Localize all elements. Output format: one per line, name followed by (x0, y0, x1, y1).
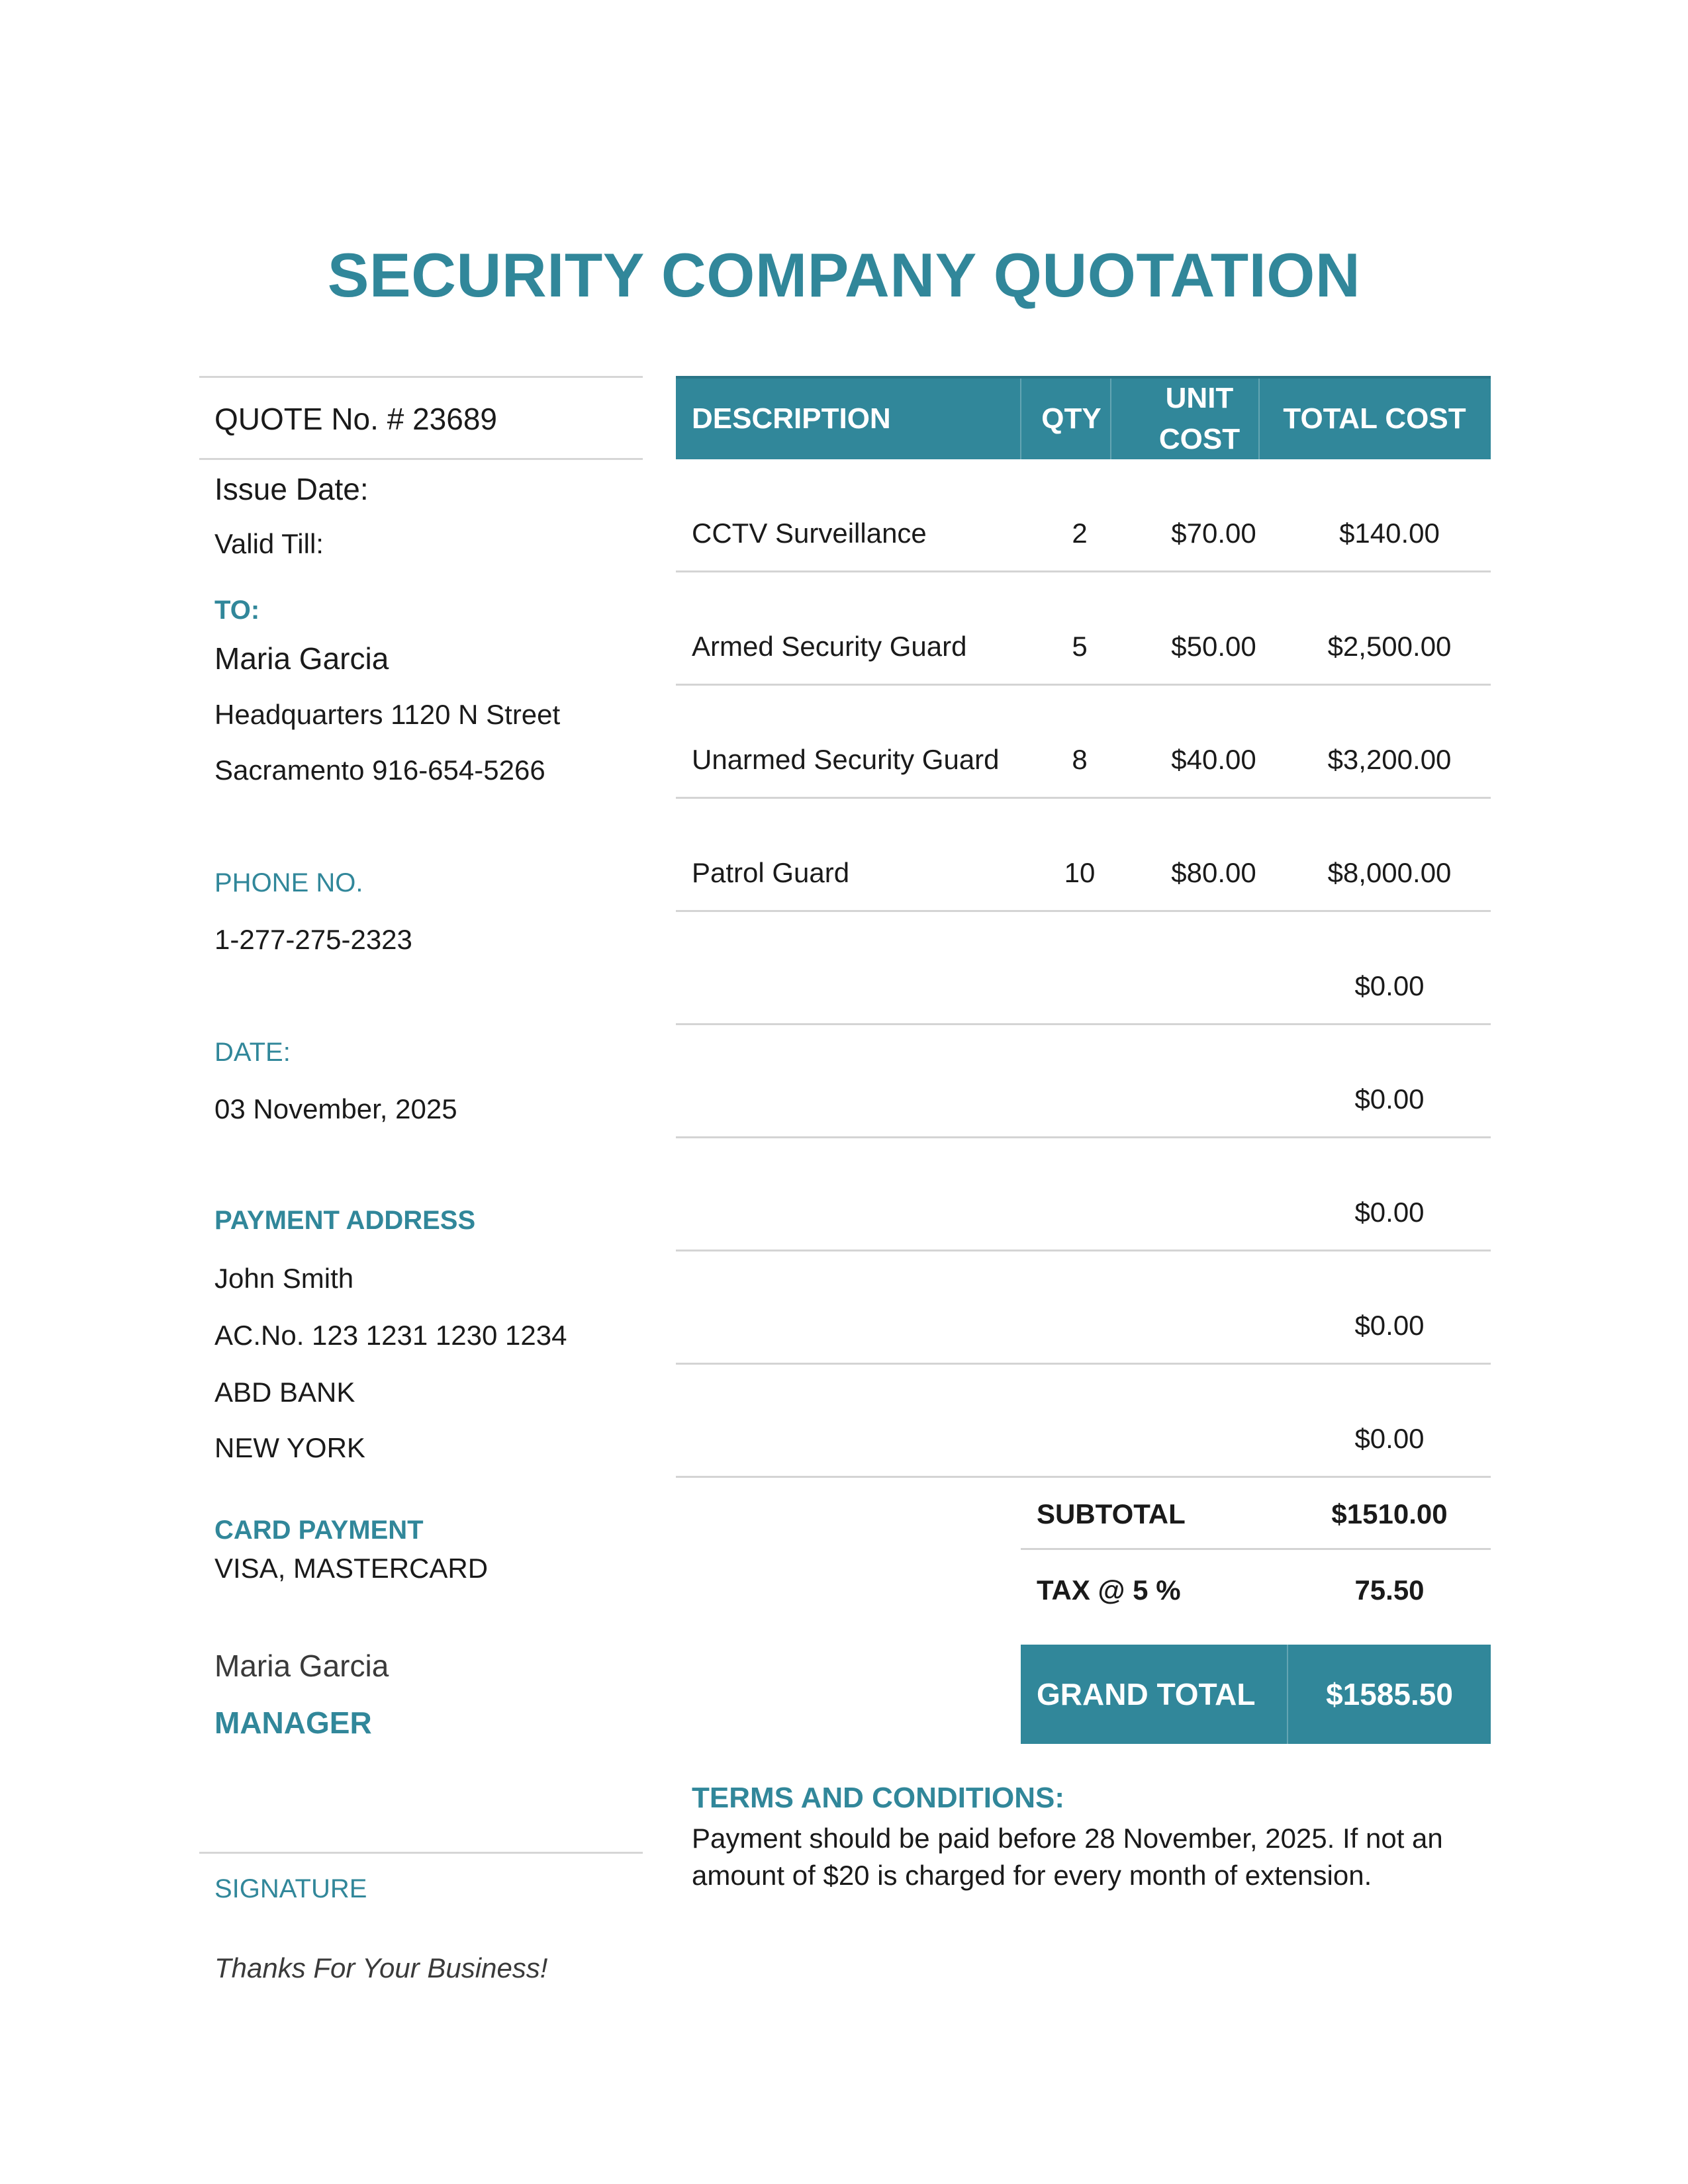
row-total-cost: $8,000.00 (1327, 857, 1452, 888)
row-unit-cost (1139, 1173, 1288, 1252)
row-qty (1020, 1399, 1139, 1479)
row-qty: 2 (1072, 518, 1088, 549)
row-qty: 5 (1072, 631, 1088, 662)
table-row (676, 1138, 1491, 1251)
row-description (692, 1399, 1023, 1479)
tax-row (1021, 1550, 1491, 1631)
table-header (676, 376, 1491, 459)
row-qty (1020, 1060, 1139, 1139)
row-qty (1020, 1173, 1139, 1252)
header-qty: QTY (1041, 402, 1102, 435)
terms-title: TERMS AND CONDITIONS: (692, 1782, 1065, 1814)
date-label: DATE: (214, 1038, 291, 1067)
valid-till-label: Valid Till: (214, 528, 324, 559)
row-description: CCTV Surveillance (692, 518, 927, 549)
divider (199, 458, 643, 460)
recipient-name: Maria Garcia (214, 641, 389, 676)
row-unit-cost (1139, 1060, 1288, 1139)
quote-number: QUOTE No. # 23689 (214, 402, 497, 436)
payment-address-line: AC.No. 123 1231 1230 1234 (214, 1320, 567, 1351)
row-unit-cost: $40.00 (1171, 744, 1256, 775)
table-row (676, 1025, 1491, 1138)
grand-total-label: GRAND TOTAL (1037, 1677, 1256, 1711)
header-total-cost: TOTAL COST (1283, 402, 1466, 435)
row-total-cost: $0.00 (1354, 1423, 1425, 1454)
signature-label: SIGNATURE (214, 1874, 367, 1903)
payment-address-line: NEW YORK (214, 1432, 365, 1463)
signer-role: MANAGER (214, 1706, 372, 1740)
row-description: Armed Security Guard (692, 631, 967, 662)
row-total-cost: $0.00 (1354, 1083, 1425, 1115)
row-total-cost: $0.00 (1354, 970, 1425, 1001)
subtotal-label: SUBTOTAL (1037, 1498, 1186, 1529)
row-description (692, 1173, 1023, 1252)
table-row (676, 459, 1491, 572)
row-total-cost: $3,200.00 (1327, 744, 1452, 775)
row-qty: 8 (1072, 744, 1088, 775)
divider (199, 376, 643, 378)
issue-date-label: Issue Date: (214, 472, 369, 506)
header-unit-cost-line2: COST (1158, 423, 1241, 455)
page-title: SECURITY COMPANY QUOTATION (327, 240, 1361, 310)
table-row (676, 686, 1491, 799)
payment-address-label: PAYMENT ADDRESS (214, 1206, 476, 1235)
table-row (676, 799, 1491, 912)
row-total-cost: $2,500.00 (1327, 631, 1452, 662)
terms-text: Payment should be paid before 28 November, 2025. If not an amount of $20 is charged for every month of extension. (692, 1823, 1443, 1891)
table-row (676, 912, 1491, 1025)
row-qty: 10 (1064, 857, 1096, 888)
to-label: TO: (214, 596, 260, 625)
row-unit-cost: $80.00 (1171, 857, 1256, 888)
row-description (692, 1286, 1023, 1365)
signature-line (199, 1852, 643, 1854)
row-total-cost: $0.00 (1354, 1197, 1425, 1228)
card-payment-label: CARD PAYMENT (214, 1516, 424, 1545)
thanks-note: Thanks For Your Business! (214, 1952, 548, 1983)
subtotal-row (1021, 1480, 1491, 1550)
row-total-cost: $140.00 (1339, 518, 1440, 549)
row-unit-cost: $70.00 (1171, 518, 1256, 549)
payment-address-line: ABD BANK (214, 1377, 355, 1408)
row-unit-cost: $50.00 (1171, 631, 1256, 662)
row-total-cost: $0.00 (1354, 1310, 1425, 1341)
row-qty (1020, 946, 1139, 1026)
table-row (676, 1365, 1491, 1478)
phone-value: 1-277-275-2323 (214, 924, 412, 955)
card-payment-value: VISA, MASTERCARD (214, 1553, 489, 1584)
tax-label: TAX @ 5 % (1037, 1574, 1181, 1606)
grand-total-value: $1585.50 (1326, 1677, 1453, 1711)
row-qty (1020, 1286, 1139, 1365)
row-unit-cost (1139, 946, 1288, 1026)
payment-address-line: John Smith (214, 1263, 354, 1294)
recipient-address-line2: Sacramento 916-654-5266 (214, 754, 545, 786)
row-unit-cost (1139, 1399, 1288, 1479)
signer-name: Maria Garcia (214, 1649, 389, 1683)
row-description: Patrol Guard (692, 857, 850, 888)
row-unit-cost (1139, 1286, 1288, 1365)
row-description (692, 946, 1023, 1026)
recipient-address-line1: Headquarters 1120 N Street (214, 699, 561, 730)
row-description (692, 1060, 1023, 1139)
date-value: 03 November, 2025 (214, 1093, 457, 1124)
grand-total-row (1021, 1645, 1491, 1744)
table-row (676, 572, 1491, 686)
header-unit-cost-line1: UNIT (1165, 382, 1234, 414)
table-row (676, 1251, 1491, 1365)
header-description: DESCRIPTION (692, 402, 891, 435)
phone-label: PHONE NO. (214, 868, 363, 897)
row-description: Unarmed Security Guard (692, 744, 1000, 775)
subtotal-value: $1510.00 (1331, 1498, 1448, 1529)
tax-value: 75.50 (1354, 1574, 1425, 1606)
